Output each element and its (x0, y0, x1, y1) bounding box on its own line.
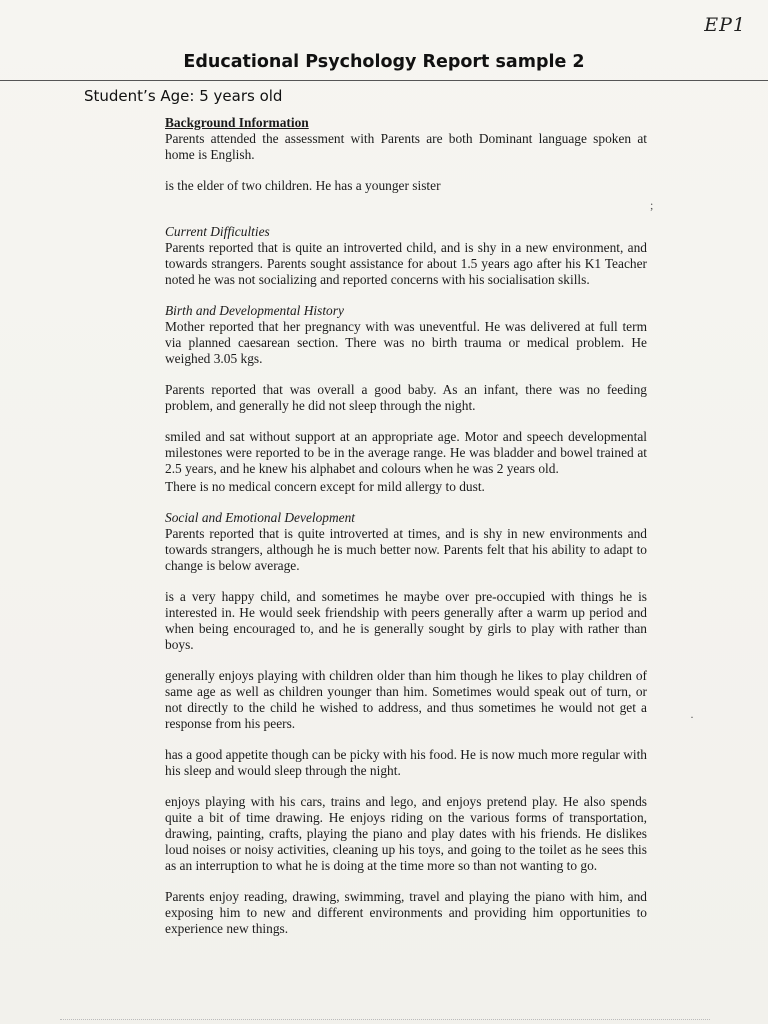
social-paragraph-5: enjoys playing with his cars, trains and lego, and enjoys pretend play. He also spends quite a bit of time drawing. He enjoys riding on the various forms of transportation, drawing, painting, crafts, playing the piano and play dates with his friends. He dislikes loud noises or noisy activities, cleaning up his toys, and going to the toilet as he sees this as an interruption to what he is doing at the time more so than not wanting to go. (165, 794, 647, 873)
birth-paragraph-2: Parents reported that was overall a good baby. As an infant, there was no feeding problem, and generally he did not sleep through the night. (165, 382, 647, 413)
scan-speck: ; (650, 198, 654, 212)
report-body (165, 115, 647, 937)
page-marker: EP1 (704, 14, 746, 36)
section-social-emotional (165, 510, 647, 937)
heading-social-emotional: Social and Emotional Development (165, 510, 356, 525)
social-paragraph-4: has a good appetite though can be picky with his food. He is now much more regular with his sleep and would sleep through the night. (165, 747, 647, 778)
scan-footer-noise (60, 1019, 710, 1020)
title-divider (0, 80, 768, 81)
birth-paragraph-3: smiled and sat without support at an appropriate age. Motor and speech developmental milestones were reported to be in the average range. He was bladder and bowel trained at 2.5 years, and he knew his alphabet and colours when he was 2 years old. (165, 429, 647, 476)
heading-birth-history: Birth and Developmental History (165, 303, 344, 318)
heading-current-difficulties: Current Difficulties (165, 224, 270, 239)
background-paragraph-2: is the elder of two children. He has a younger sister (165, 178, 441, 193)
current-paragraph-1: Parents reported that is quite an introverted child, and is shy in a new environment, and towards strangers. Parents sought assistance for about 1.5 years ago after his K1 Teacher noted he was not socializing and reported concerns with his socialisation skills. (165, 240, 647, 287)
student-age: Student’s Age: 5 years old (84, 87, 283, 105)
section-background (165, 115, 647, 194)
social-paragraph-3: generally enjoys playing with children older than him though he likes to play children of same age as well as children younger than him. Sometimes would speak out of turn, or not directly to the child he wished to address, and thus sometimes he would not get a response from his peers. (165, 668, 647, 731)
social-paragraph-6: Parents enjoy reading, drawing, swimming, travel and playing the piano with him, and exposing him to new and different environments and providing him opportunities to experience new things. (165, 889, 647, 936)
social-paragraph-2: is a very happy child, and sometimes he maybe over pre-occupied with things he is interested in. He would seek friendship with peers generally after a warm up period and when being encouraged to, and he is generally sought by girls to play with rather than boys. (165, 589, 647, 652)
heading-background: Background Information (165, 115, 309, 130)
report-title: Educational Psychology Report sample 2 (183, 52, 585, 72)
section-birth-history (165, 303, 647, 495)
background-paragraph-1: Parents attended the assessment with Parents are both Dominant language spoken at home is English. (165, 131, 647, 162)
birth-paragraph-4: There is no medical concern except for mild allergy to dust. (165, 479, 485, 494)
birth-paragraph-1: Mother reported that her pregnancy with was uneventful. He was delivered at full term via planned caesarean section. There was no birth trauma or medical problem. He weighed 3.05 kgs. (165, 319, 647, 366)
scan-speck: · (690, 710, 694, 724)
section-current-difficulties (165, 224, 647, 288)
social-paragraph-1: Parents reported that is quite introverted at times, and is shy in new environments and towards strangers, although he is much better now. Parents felt that his ability to adapt to change is below average. (165, 526, 647, 573)
